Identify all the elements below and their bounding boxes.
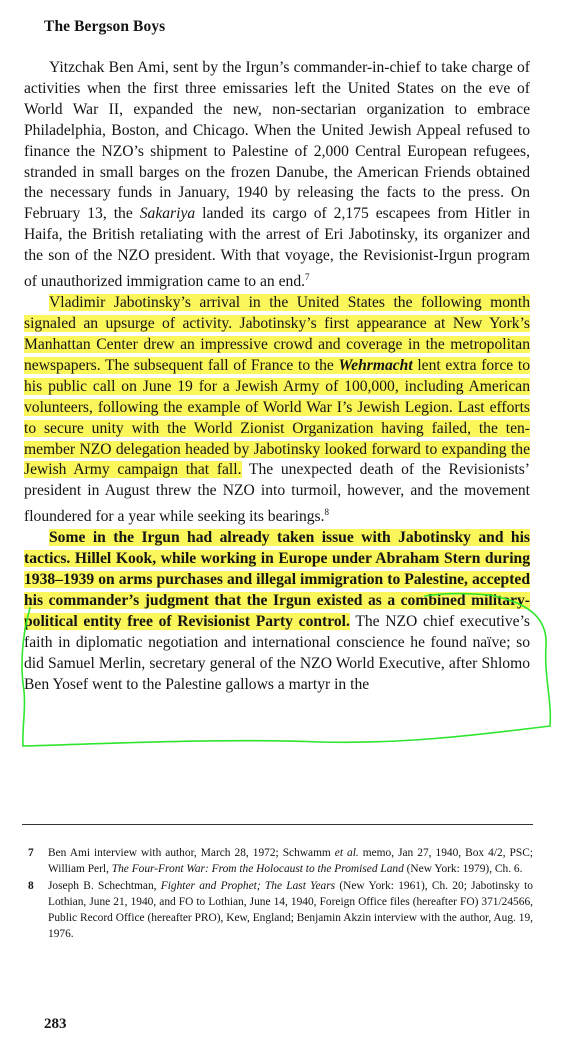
highlight-1-italic: Wehrmacht xyxy=(338,356,413,374)
paragraph-1 xyxy=(24,58,530,293)
footnote-rule xyxy=(22,824,533,825)
page-number: 283 xyxy=(44,1016,67,1032)
footnote-7-text-b: memo, Jan 27, 1940, Box 4/2, PSC; William Perl, xyxy=(48,847,533,875)
paragraph-3-rest: The NZO chief executive’s faith in diplomatic negotiation and international conscience he found naïve; so did Samuel Merlin, secretary general of the NZO World Executive, after Shlomo Ben Yosef went to the Palestine gallows a martyr in the xyxy=(24,612,530,693)
running-head: The Bergson Boys xyxy=(44,18,166,35)
footnote-7 xyxy=(24,846,533,877)
footnote-8-text-b: (New York: 1961), Ch. 20; Jabotinsky to Lothian, June 21, 1940, and FO to Lothian, June 14, 1940, Foreign Office files (hereafter FO) 371/24566, Public Record Office (hereafter PRO), Kew, England; Benjamin Akzin interview with the author, Aug. 19, 1976. xyxy=(48,880,533,940)
paragraph-2-rest: The unexpected death of the Revisionists’ president in August threw the NZO into turmoil, however, and the movement floundered for a year while seeking its bearings. xyxy=(24,461,530,526)
highlighted-passage-2: Some in the Irgun had already taken issue with Jabotinsky and his tactics. Hillel Kook, while working in Europe under Abraham Stern during 1938–1939 on arms purchases and illegal immigration to Palestine, accepted his commander’s judgment that the Irgun existed as a combined military-political entity free of Revisionist Party control. xyxy=(24,529,530,630)
highlight-1-text-a: Vladimir Jabotinsky’s arrival in the United States the following month signaled an upsurge of activity. Jabotinsky’s first appearance at New York’s Manhattan Center drew an impressive crowd and coverage in the metropolitan newspapers. The subsequent fall of France to the xyxy=(24,294,530,374)
note-ref-7: 7 xyxy=(305,272,310,283)
highlighted-passage-1 xyxy=(24,294,530,478)
footnote-7-text-a: Ben Ami interview with author, March 28, 1972; Schwamm xyxy=(48,847,335,859)
footnote-7-text-c: (New York: 1979), Ch. 6. xyxy=(403,862,523,875)
body-text xyxy=(24,58,530,696)
footnote-number: 8 xyxy=(28,880,34,893)
paragraph-3 xyxy=(24,528,530,695)
footnote-8 xyxy=(24,879,533,942)
footnote-8-text-a: Joseph B. Schechtman, xyxy=(48,880,161,893)
paragraph-2 xyxy=(24,293,530,528)
note-ref-8: 8 xyxy=(324,507,330,518)
footnote-7-title: The Four-Front War: From the Holocaust to the Promised Land xyxy=(111,862,404,875)
paragraph-1-text: Yitzchak Ben Ami, sent by the Irgun’s commander-in-chief to take charge of activities when the first three emissaries left the United States on the eve of World War II, expanded the new, non-sectarian organization to embrace Philadelphia, Boston, and Chicago. When the United Jewish Appeal refused to finance the NZO’s shipment to Palestine of 2,000 Central European refugees, stranded in small barges on the frozen Danube, the American Friends obtained the necessary funds in January, 1940 by releasing the facts to the press. On February 13, the xyxy=(24,59,530,223)
footnote-8-title: Fighter and Prophet; The Last Years xyxy=(160,880,336,893)
footnote-7-etal: et al. xyxy=(334,847,359,859)
paragraph-1-rest: landed its cargo of 2,175 escapees from Hitler in Haifa, the British retaliating with the arrest of Eri Jabotinsky, its organizer and the son of the NZO president. With that voyage, the Revisionist-Irgun program of unauthorized immigration came to an end. xyxy=(24,205,530,291)
footnote-number: 7 xyxy=(28,847,34,859)
ship-name: Sakariya xyxy=(139,205,196,223)
highlight-1-text-b: lent extra force to his public call on June 19 for a Jewish Army of 100,000, including American volunteers, following the example of World War I’s Jewish Legion. Last efforts to secure unity with the World Zionist Organization having failed, the ten-member NZO delegation headed by Jabotinsky looked forward to expanding the Jewish Army campaign that fall. xyxy=(24,356,530,479)
footnotes xyxy=(24,846,533,944)
